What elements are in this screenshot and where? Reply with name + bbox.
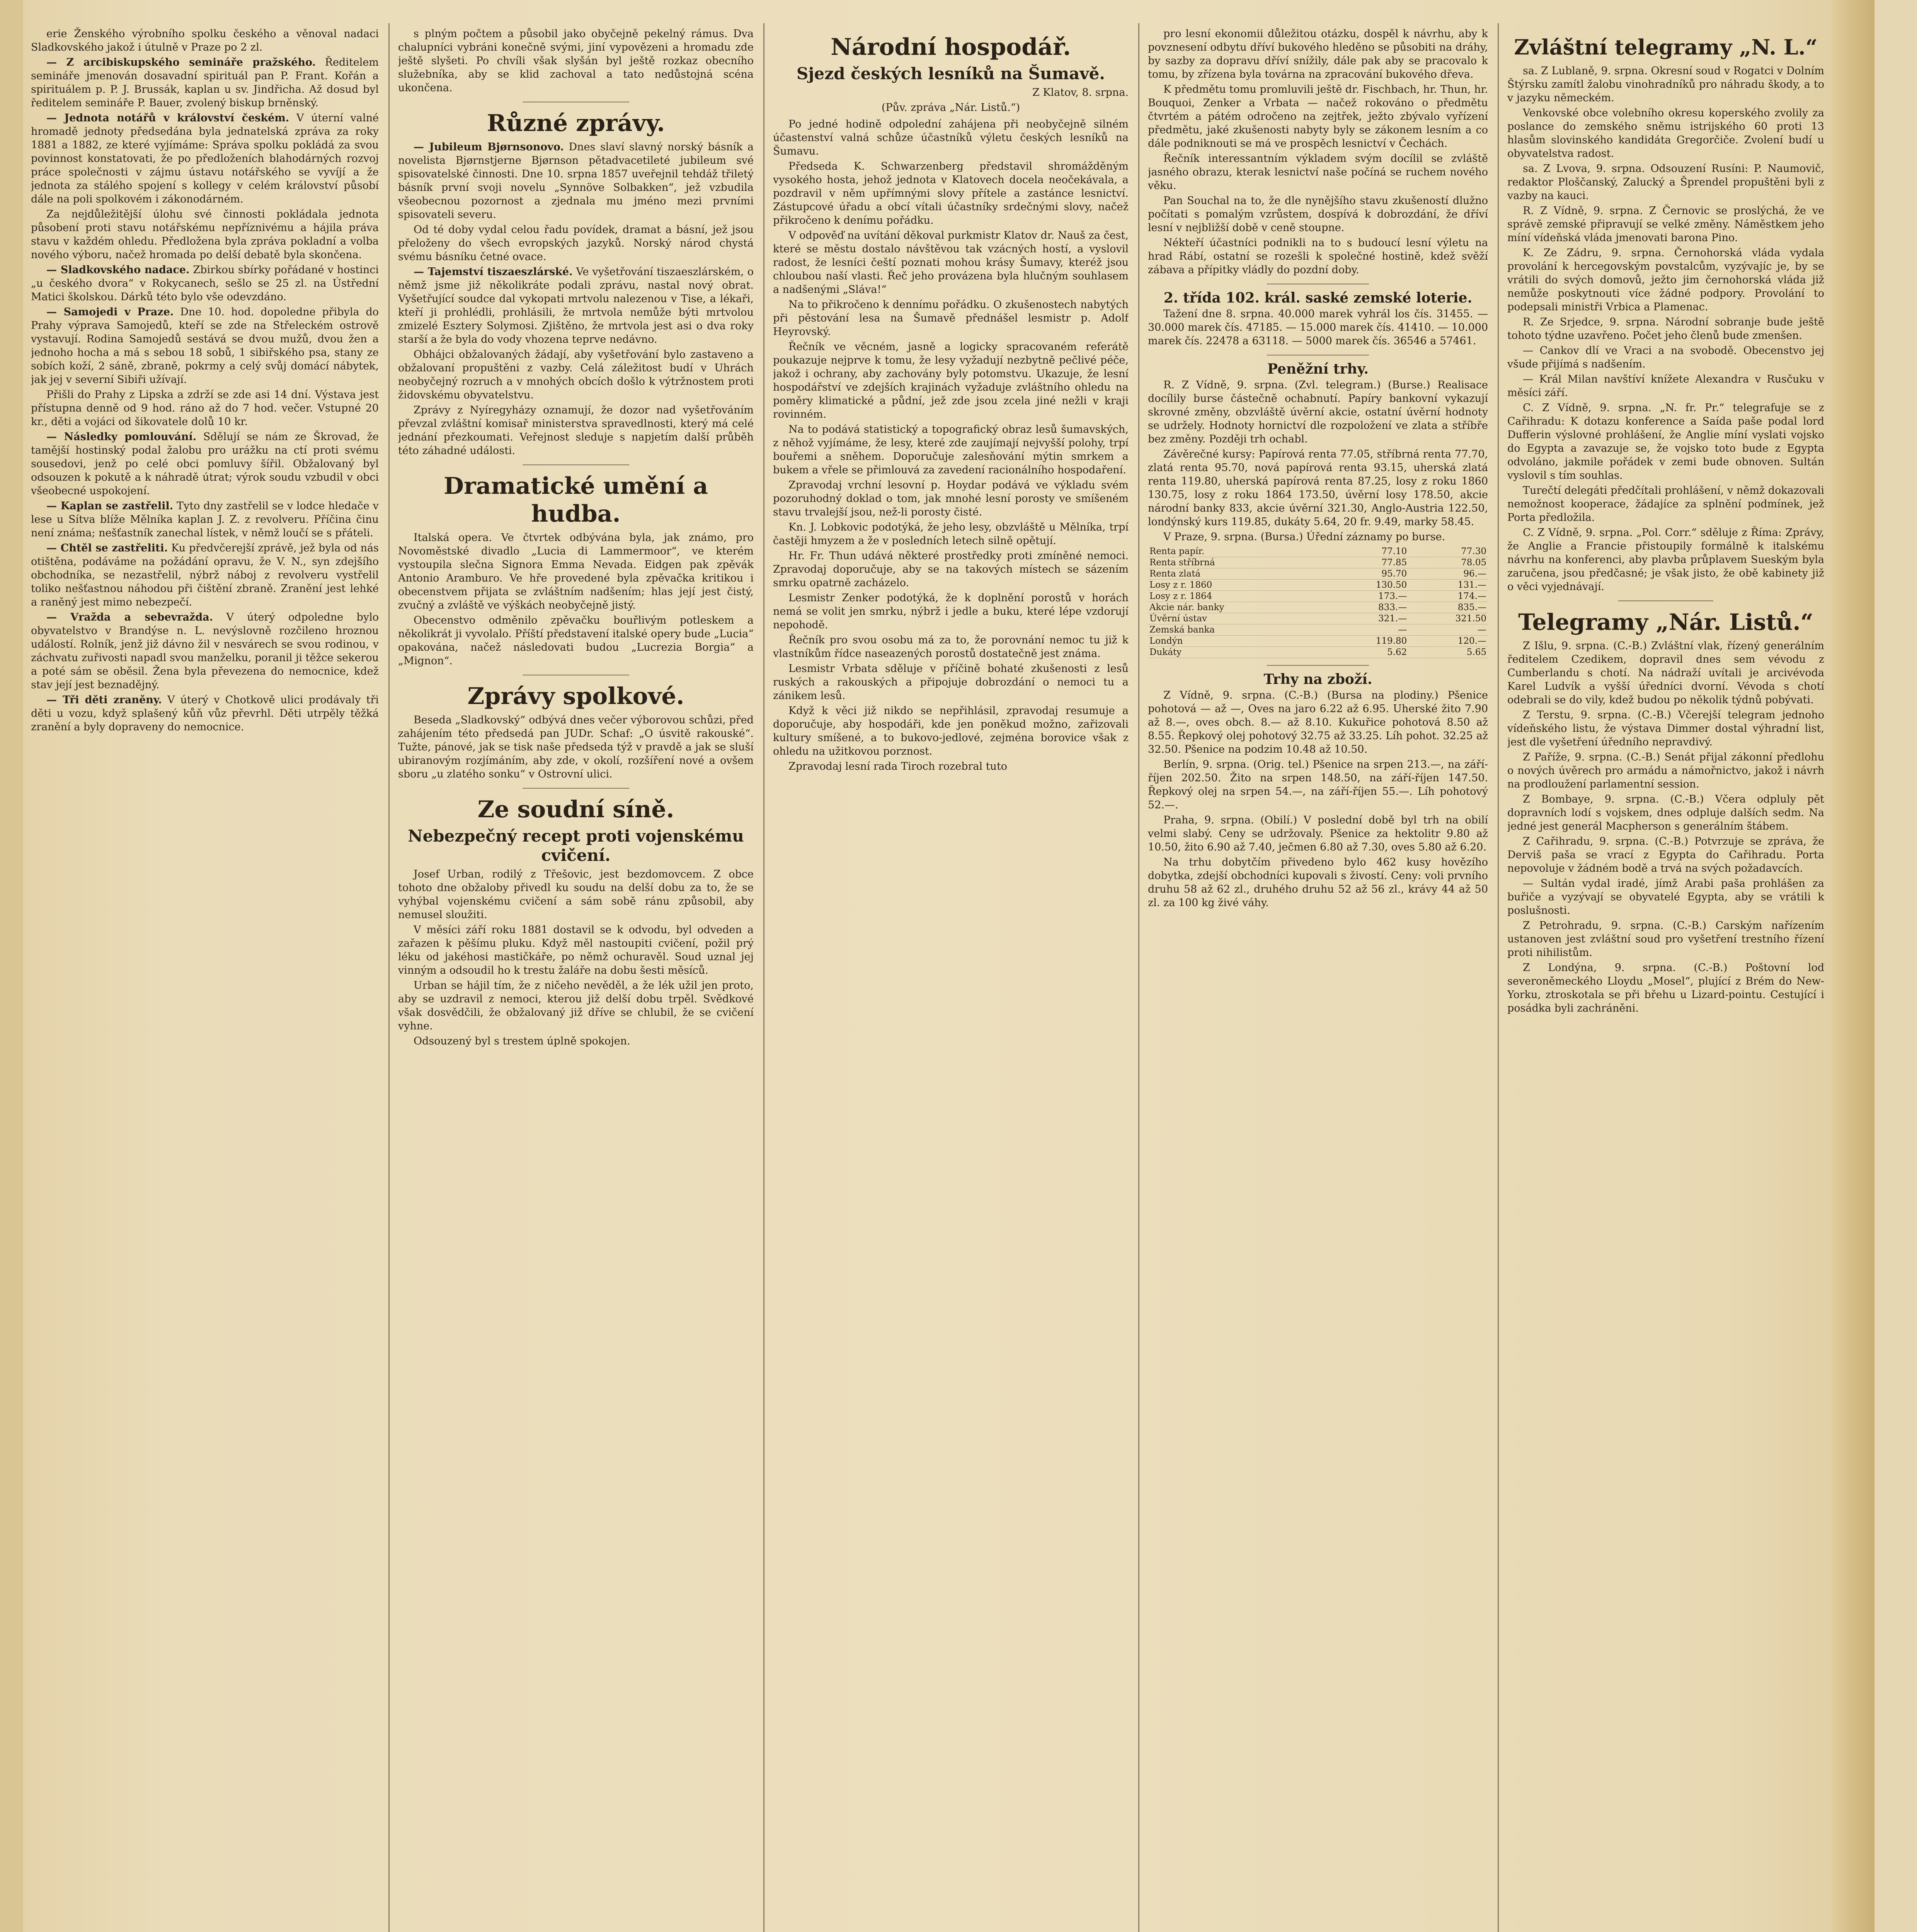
article-text: Za nejdůležitější úlohu své činnosti pokládala jednota působení proti stavu notářskému nepříznivému a hájila práva stavu v každém ohledu. Předložena byla zpráva pokladní a volba nového výboru, načež hromada po delší debatě byla skončena.: [31, 208, 379, 261]
telegram-text: Z Bombaye, 9. srpna. (C.-B.) Včera odpluly pět dopravních lodí s vojskem, dnes odpluje dalších sedm. Na jedné jest generál Macpherson s generálním štábem.: [1507, 793, 1824, 832]
column-rule: [763, 23, 764, 1932]
article-text: Zbirkou sbírky pořádané v hostinci „u českého dvora“ v Rokycanech, sešlo se 25 zl. na Ústřední Matici školskou. Dárků této bylo vše odevzdáno.: [31, 264, 379, 303]
section-heading-narodni-hospodar: Národní hospodář.: [831, 34, 1071, 61]
article-heading: — Kaplan se zastřelil.: [46, 500, 174, 512]
telegram-text: Z Išlu, 9. srpna. (C.-B.) Zvláštní vlak, řízený generálním ředitelem Czedikem, dopravil dnes sem vévodu z Cumberlandu s chotí. Na nádraží uvítali je arcivévoda Karel Ludvík a vyšší úředníci dvorní. Vévoda s chotí odebrali se do vily, kdež budou po několik týdnů pobývati.: [1507, 640, 1824, 706]
article-text: Pan Souchal na to, že dle nynějšího stavu zkušeností dlužno počítati s pomalým vzrůstem, dospívá k dobrozdání, že dříví lesní v nejbližší době v ceně stoupne.: [1148, 195, 1488, 234]
article-text: Na to podává statistický a topografický obraz lesů šumavských, z něhož vyjímáme, že lesy, které zde zaujímají nejvyšší polohy, trpí bouřemi a sněhem. Doporučuje zalesňování mýtin smrkem a bukem a vřele se přimlouvá za zavedení racionálního hospodaření.: [773, 423, 1129, 476]
article-text: Odsouzený byl s trestem úplně spokojen.: [414, 1035, 630, 1047]
prague-bourse-table: [1148, 546, 1488, 658]
byline: (Pův. zpráva „Nár. Listů.“): [881, 102, 1020, 114]
newspaper-page: [23, 0, 1874, 1932]
article-text: pro lesní ekonomii důležitou otázku, dospěl k návrhu, aby k povznesení odbytu dříví bukového hleděno se působiti na dráhy, by sazby za dopravu dříví snížily, dále pak aby se pracovalo k tomu, by zřízena byla továrna na zpracování bukového dřeva.: [1148, 28, 1488, 80]
table-cell: 5.62: [1329, 647, 1409, 658]
column-2: [398, 27, 754, 1932]
article-heading: — Z arcibiskupského semináře pražského.: [46, 56, 316, 68]
article-text: Od té doby vydal celou řadu povídek, dramat a básní, jež jsou přeloženy do všech evropských jazyků. Norský národ chystá svému básníku četné ovace.: [398, 224, 754, 263]
telegram-text: C. Z Vídně, 9. srpna. „N. fr. Pr.“ telegrafuje se z Cařihradu: K dotazu konference a Saída paše podal lord Dufferin výslovné prohlášení, že Anglie míní vyslati vojsko do Egypta a zavazuje se, že vojsko toto bude z Egypta odvoláno, jakmile pořádek v zemi bude obnoven. Sultán vyslovil s tím souhlas.: [1507, 402, 1824, 481]
article-text: Řečník pro svou osobu má za to, že porovnání nemoc tu již k vlastníkům řídce naseazených porostů dostatečně jest známa.: [773, 634, 1129, 660]
table-cell: Zemská banka: [1148, 624, 1329, 636]
table-cell: 77.10: [1329, 546, 1409, 557]
telegram-text: R. Z Vídně, 9. srpna. Z Černovic se proslýchá, že ve správě zemské připravují se velké změny. Náměstkem jeho míní vídeňská vláda jmenovati barona Pino.: [1507, 205, 1824, 244]
table-row: [1148, 602, 1488, 613]
table-cell: 5.65: [1408, 647, 1488, 658]
article-text: Zpravodaj lesní rada Tiroch rozebral tuto: [788, 760, 1008, 772]
table-row: [1148, 624, 1488, 636]
market-text: Závěrečné kursy: Papírová renta 77.05, stříbrná renta 77.70, zlatá renta 95.70, nová papírová renta 93.15, uherská zlatá renta 119.80, uherská papírová renta 87.25, losy z roku 1860 130.75, losy z roku 1864 173.50, úvěrní losy 178.50, akcie národní banky 833, akcie úvěrní 321.30, Anglo-Austria 122.50, londýnský kurs 119.85, dukáty 5.64, 20 fr. 9.49, marky 58.45.: [1148, 448, 1488, 528]
section-heading-dramaticke-umeni: Dramatické umění a hudba.: [443, 473, 708, 527]
telegram-text: Z Londýna, 9. srpna. (C.-B.) Poštovní loď severoněmeckého Lloydu „Mosel“, plující z Brém do New-Yorku, ztroskotala se při břehu u Lizard-pointu. Cestující i posádka byli zachráněni.: [1507, 962, 1824, 1014]
section-heading-ruzne-zpravy: Různé zprávy.: [487, 110, 665, 137]
article-text: V úterý v Chotkově ulici prodávaly tři děti u vozu, když splašený kůň vůz převrhl. Děti utrpěly těžká zranění a byly dopraveny do nemocnice.: [31, 694, 379, 733]
table-cell: Akcie nár. banky: [1148, 602, 1329, 613]
table-row: [1148, 580, 1488, 591]
table-cell: 77.85: [1329, 557, 1409, 568]
article-subheading: Sjezd českých lesníků na Šumavě.: [797, 64, 1105, 83]
article-text: Josef Urban, rodilý z Třešovic, jest bezdomovcem. Z obce tohoto dne obžaloby přivedl ku soudu na delší dobu za to, že se vyhýbal vojenskému cvičení a sám sobě ránu způsobil, aby nemusel sloužiti.: [398, 868, 754, 921]
article-text: s plným počtem a působil jako obyčejně pekelný rámus. Dva chalupníci vybráni konečně svými, jiní vypovězeni a hromadu zde ještě slyšeti. Po chvíli však slyšán byl ještě rozkaz obecního služebníka, aby se klid zachoval a tato nedůstojná scéna ukončena.: [398, 28, 754, 94]
article-text: Předseda K. Schwarzenberg představil shromážděným vysokého hosta, jehož jednota v Klatovech docela neočekávala, a pozdravil v něm upřímnými slovy přítele a zastánce lesnictví. Zástupcové úřadu a obcí vítali účastníky srdečnými slovy, načež přikročeno k denímu pořádku.: [773, 160, 1129, 226]
article-heading: — Samojedi v Praze.: [46, 306, 174, 318]
telegram-text: K. Ze Zádru, 9. srpna. Černohorská vláda vydala provolání k hercegovským povstalcům, vyzývajíc je, by se vrátili do svých domovů, ježto jim černohorská vláda již nemůže poskytnouti více žádné podpory. Provolání to podepsali ministři Vrbica a Plamenac.: [1507, 247, 1824, 313]
section-heading-zpravy-spolkove: Zprávy spolkové.: [467, 683, 684, 710]
table-cell: —: [1408, 624, 1488, 636]
article-heading: — Tajemství tiszaeszlárské.: [414, 266, 573, 278]
table-cell: 96.—: [1408, 568, 1488, 580]
table-cell: Úvěrní ústav: [1148, 613, 1329, 624]
article-text: Urban se hájil tím, že z ničeho nevěděl, a že lék užil jen proto, aby se uzdravil z nemoci, kterou již delší dobu trpěl. Svědkové však dosvědčili, že obžalovaný již dříve se chlubil, že se cvičení vyhne.: [398, 980, 754, 1032]
table-row: [1148, 591, 1488, 602]
article-heading: — Následky pomlouvání.: [46, 431, 197, 443]
article-text: Dnes slaví slavný norský básník a novelista Bjørnstjerne Bjørnson pětadvacetileté jubileum své spisovatelské činnosti. Dne 10. srpna 1857 uveřejnil tehdáž třiletý básník první svoji novelu „Synnöve Solbakken“, jež vzbudila všeobecnou pozornost a zjednala mu jméno mezi prvními spisovateli severu.: [398, 141, 754, 221]
telegram-text: — Sultán vydal iradé, jímž Arabi paša prohlášen za buřiče a vyzývají se obyvatelé Egypta, aby se vrátili k poslušnosti.: [1507, 878, 1824, 917]
telegram-text: Z Cařihradu, 9. srpna. (C.-B.) Potvrzuje se zpráva, že Derviš paša se vrací z Egypta do Cařihradu. Porta nepovoluje v žádném bodě a trvá na svých požadavcích.: [1507, 835, 1824, 874]
market-text: Praha, 9. srpna. (Obilí.) V poslední době byl trh na obilí velmi slabý. Ceny se udržovaly. Pšenice za hektolitr 9.80 až 10.50, žito 6.90 až 7.40, ječmen 6.80 až 7.30, oves 5.80 až 6.20.: [1148, 814, 1488, 853]
column-rule: [1498, 23, 1499, 1932]
table-cell: 120.—: [1408, 636, 1488, 647]
article-text: Řečník interessantním výkladem svým docílil se zvláště jasného obrazu, kterak lesnictví naše počíná se ruchem nového věku.: [1148, 153, 1488, 192]
article-text: Kn. J. Lobkovic podotýká, že jeho lesy, obzvláště u Mělníka, trpí častěji hmyzem a že v posledních letech silně opětují.: [773, 521, 1129, 547]
market-text: V Praze, 9. srpna. (Bursa.) Úřední záznamy po burse.: [1163, 531, 1445, 543]
table-row: [1148, 546, 1488, 557]
article-text: Lesmistr Vrbata sděluje v příčině bohaté zkušenosti z lesů ruských a rakouských a připojuje dobrozdání o nemoci tu a zánikem lesů.: [773, 663, 1129, 702]
telegram-text: Z Paříže, 9. srpna. (C.-B.) Senát přijal zákonní předlohu o nových úvěrech pro armádu a námořnictvo, jakož i návrh na prodloužení parlamentní session.: [1507, 751, 1824, 790]
telegram-text: Z Terstu, 9. srpna. (C.-B.) Včerejší telegram jednoho vídeňského listu, že výstava Dimmer dostal výhradní list, jest dle vyšetření úředního nepravdivý.: [1507, 709, 1824, 748]
telegram-text: — Cankov dlí ve Vraci a na svobodě. Obecenstvo jej všude přijímá s nadšením.: [1507, 345, 1824, 370]
article-text: V odpověď na uvítání děkoval purkmistr Klatov dr. Nauš za čest, které se městu dostalo návštěvou tak vzácných hostí, a vyslovil radost, že lesníci čeští poznati mohou krásy Šumavy, kteréž jsou chloubou naší vlasti. Řeč jeho provázena byla hlučným souhlasem a nadšenými „Sláva!“: [773, 230, 1129, 296]
article-text: V úterní valné hromadě jednoty předsedána byla jednatelská zpráva za roky 1881 a 1882, ze které vyjímáme: Správa spolku pokládá za svou povinnost konstatovati, že po předloženích blahodárných rozvoj práce společnosti v zájmu ústavu notářského se vyvíjí a že jednota za stálého spojení s kollegy v celém království působí dále na poli spolkovém i zákonodárném.: [31, 112, 379, 205]
table-row: [1148, 613, 1488, 624]
table-cell: Losy z r. 1860: [1148, 580, 1329, 591]
divider: [523, 788, 629, 789]
table-cell: 174.—: [1408, 591, 1488, 602]
article-subheading: Nebezpečný recept proti vojenskému cvičení.: [408, 827, 744, 865]
column-1: [31, 27, 379, 1932]
section-heading-telegramy-nar-listu: Telegramy „Nár. Listů.“: [1518, 609, 1813, 635]
article-text: Řečník ve věcném, jasně a logicky spracovaném referátě poukazuje nejprve k tomu, že lesy vyžadují nezbytně pečlivé péče, jakož i ochrany, aby zachovány byly potomstvu. Ukazuje, že lesní hospodářství ve zdejších krajinách vyžaduje zvláštního ohledu na poměry klimatické a půdní, jež zde jsou zcela jiné nežli v kraji rovinném.: [773, 341, 1129, 420]
telegram-text: Turečtí delegáti předčítali prohlášení, v němž dokazovali nemožnost kooperace, žádajíce za splnění podmínek, jež Porta předložila.: [1507, 485, 1824, 524]
article-text: Tyto dny zastřelil se v lodce hledače v lese u Sítva blíže Mělníka kaplan J. Z. z revolveru. Příčina činu není známa; nešťastník zanechal lístek, v němž loučí se s přáteli.: [31, 500, 379, 539]
table-cell: Dukáty: [1148, 647, 1329, 658]
article-text: V měsíci září roku 1881 dostavil se k odvodu, byl odveden a zařazen k pěšímu pluku. Když měl nastoupiti cvičení, požil prý léku od jakéhosi mastičkáře, po němž ochuravěl. Soud uznal jej vinným a odsoudil ho k trestu žaláře na dobu šesti měsíců.: [398, 924, 754, 976]
article-text: Přišli do Prahy z Lipska a zdrží se zde asi 14 dní. Výstava jest přístupna denně od 9 hod. ráno až do 7 hod. večer. Vstupné 20 kr., děti a vojáci od šikovatele dolů 10 kr.: [31, 389, 379, 428]
section-heading-trhy-na-zbozi: Trhy na zboží.: [1263, 671, 1372, 687]
article-text: Ku předvčerejší zprávě, jež byla od nás otištěna, podáváme na požádání opravu, že V. N., syn zdejšího obchodníka, se nezastřelil, nýbrž náboj z revolveru vystřelil toliko nešťastnou náhodou při čištění zbraně. Zranění jest lehké a raněný jest mimo nebezpečí.: [31, 542, 379, 608]
telegram-text: Venkovské obce volebního okresu koperského zvolily za poslance do zemského sněmu istrijského 60 proti 13 hlasům slovinského kandidáta Gregorčiče. Zvolení budí u obyvatelstva radost.: [1507, 107, 1824, 160]
section-heading-soudni-sin: Ze soudní síně.: [477, 796, 674, 823]
telegram-text: sa. Z Lublaně, 9. srpna. Okresní soud v Rogatci v Dolním Štýrsku zamítl žalobu vinohradníků pro náhradu škody, a to v jazyku německém.: [1507, 65, 1824, 104]
telegram-text: R. Ze Srjedce, 9. srpna. Národní sobranje bude ještě tohoto týdne uzavřeno. Počet jeho členů bude zmenšen.: [1507, 316, 1824, 342]
market-text: Berlín, 9. srpna. (Orig. tel.) Pšenice na srpen 213.—, na září-říjen 202.50. Žito na srpen 148.50, na září-říjen 147.50. Řepkový olej na srpen 54.—, na září-říjen 55.—. Líh pohotový 52.—.: [1148, 759, 1488, 811]
table-cell: 119.80: [1329, 636, 1409, 647]
table-row: [1148, 557, 1488, 568]
article-text: Na to přikročeno k dennímu pořádku. O zkušenostech nabytých při pěstování lesa na Šumavě přednášel lesmistr p. Adolf Heyrovský.: [773, 299, 1129, 338]
market-text: R. Z Vídně, 9. srpna. (Zvl. telegram.) (Burse.) Realisace docílily burse částečně ochabnutí. Papíry bankovní vykazují skrovné změny, obzvláště úvěrní akcie, ostatní úvěrní hodnoty se udržely. Hodnoty hornictví dle rozpoložení ve zlata a stříbře bez změny. Později trh ochabl.: [1148, 379, 1488, 445]
table-row: [1148, 568, 1488, 580]
article-heading: — Chtěl se zastřeliti.: [46, 542, 168, 554]
table-cell: —: [1329, 624, 1409, 636]
page-edge-left: [0, 0, 23, 1932]
article-text: V úterý odpoledne bylo obyvatelstvo v Brandýse n. L. nevýslovně rozčileno hroznou událostí. Rolník, jenž již dávno žil v nesvárech se svou rodinou, v záchvatu zuřivosti napadl svou manželku, poranil ji těžce sekerou a poté sám se oběsil. Žena byla převezena do nemocnice, kdež stav její jest beznadějný.: [31, 611, 379, 691]
column-5: [1507, 27, 1824, 1932]
telegram-text: sa. Z Lvova, 9. srpna. Odsouzení Rusíni: P. Naumovič, redaktor Ploščanský, Zalucký a Šprendel propuštěni byli z vazby na kauci.: [1507, 163, 1824, 202]
article-text: K předmětu tomu promluvili ještě dr. Fischbach, hr. Thun, hr. Bouquoi, Zenker a Vrbata — načež rokováno o předmětu čtvrtém a pátém odročeno na zejtřek, ježto zbývalo vyřízení předmětu, jaké zkušenosti nabyty byly se zákonem lesním a co dále podniknouti se má ve prospěch lesnictví v Čechách.: [1148, 83, 1488, 150]
table-cell: Renta zlatá: [1148, 568, 1329, 580]
column-rule: [1138, 23, 1139, 1932]
article-text: Nékteří účastníci podnikli na to s budoucí lesní výletu na hrad Rábí, ostatní se rozešli k společné hostině, kdež svěží zábava a přípitky vládly do pozdní doby.: [1148, 237, 1488, 276]
article-text: Obecenstvo odměnilo zpěvačku bouřlivým potleskem a několikrát ji vyvolalo. Příští představení italské opery bude „Lucia“ opakována, načež následovati budou „Lucrezia Borgia“ a „Mignon“.: [398, 614, 754, 667]
divider: [1618, 600, 1713, 601]
table-cell: 77.30: [1408, 546, 1488, 557]
table-cell: 78.05: [1408, 557, 1488, 568]
table-row: [1148, 636, 1488, 647]
article-heading: — Tři děti zraněny.: [46, 694, 162, 706]
dateline: Z Klatov, 8. srpna.: [1032, 87, 1129, 99]
telegram-text: — Král Milan navštíví knížete Alexandra v Rusčuku v měsíci září.: [1507, 373, 1824, 399]
section-heading-zvlastni-telegramy: Zvláštní telegramy „N. L.“: [1514, 35, 1818, 60]
column-3: [773, 27, 1129, 1932]
article-heading: — Sladkovského nadace.: [46, 264, 190, 276]
article-text: Ve vyšetřování tiszaeszlárském, o němž jsme již několikráte podali zprávu, nastal nový obrat. Vyšetřující soudce dal vykopati mrtvolu nalezenou v Tise, a lékaři, kteří ji prohlédli, prohlásili, že mrtvola nemůže býti mrtvolou zmizelé Esztery Solymosi. Zjištěno, že mrtvola jest asi o dva roky starší a že byla do vody vhozena teprve nedávno.: [398, 266, 754, 345]
telegram-text: Z Petrohradu, 9. srpna. (C.-B.) Carským nařízením ustanoven jest zvláštní soud pro vyšetření trestního řízení proti nihilistům.: [1507, 920, 1824, 959]
column-rule: [388, 23, 390, 1932]
table-row: [1148, 647, 1488, 658]
table-cell: 131.—: [1408, 580, 1488, 591]
table-cell: 833.—: [1329, 602, 1409, 613]
article-text: erie Ženského výrobního spolku českého a věnoval nadaci Sladkovského jakož i útulně v Praze po 2 zl.: [31, 28, 379, 53]
article-heading: — Jubileum Bjørnsonovo.: [414, 141, 564, 153]
telegram-text: C. Z Vídně, 9. srpna. „Pol. Corr.“ sděluje z Říma: Zprávy, že Anglie a Francie přistoupily formálně k italskému návrhu na konferenci, aby plavba průplavem Sueským byla zaručena, jsou předčasné; je však jisto, že obě kabinety již o věci vyjednávají.: [1507, 527, 1824, 593]
table-cell: Londýn: [1148, 636, 1329, 647]
table-cell: Renta papír.: [1148, 546, 1329, 557]
article-heading: — Jednota notářů v království českém.: [46, 112, 289, 124]
market-text: Z Vídně, 9. srpna. (C.-B.) (Bursa na plodiny.) Pšenice pohotová — až —, Oves na jaro 6.22 až 6.95. Uherské žito 7.90 až 8.—, oves obch. 8.— až 8.10. Kukuřice pohotová 8.50 až 8.55. Řepkový olej pohotový 32.75 až 33.25. Líh pohot. 32.25 až 32.50. Pšenice na podzim 10.48 až 10.50.: [1148, 689, 1488, 755]
divider: [523, 464, 629, 465]
article-text: Hr. Fr. Thun udává některé prostředky proti zmíněné nemoci. Zpravodaj doporučuje, aby se na takových místech se sázením smrku opatrně zacházelo.: [773, 550, 1129, 589]
article-text: Sdělují se nám ze Škrovad, že tamější hostinský podal žalobu pro urážku na ctí proti svému sousedovi, jenž po celé obci pomluvy šířil. Obžalovaný byl odsouzen k pokutě a k náhradě útrat; výrok soudu vzbudil v obci všeobecné uspokojení.: [31, 431, 379, 497]
article-heading: — Vražda a sebevražda.: [46, 611, 213, 623]
article-text: Lesmistr Zenker podotýká, že k doplnění porostů v horách nemá se volit jen smrku, nýbrž i jedle a buku, které lépe vzdorují nepohodě.: [773, 592, 1129, 631]
table-cell: 321.50: [1408, 613, 1488, 624]
lottery-heading: 2. třída 102. král. saské zemské loterie.: [1163, 290, 1473, 306]
article-text: Když k věci již nikdo se nepřihlásil, zpravodaj resumuje a doporučuje, aby hospodáři, kde jen poněkud možno, zařizovali kultury smíšené, a to bukovo-jedlové, zejména borovice však z ohledu na užitkovou porznost.: [773, 705, 1129, 757]
article-text: Po jedné hodině odpolední zahájena při neobyčejně silném účastenství valná schůze účastníků výletu českých lesníků na Šumavu.: [773, 118, 1129, 157]
lottery-text: Tažení dne 8. srpna. 40.000 marek vyhrál los čís. 31455. — 30.000 marek čís. 47185. — 15.000 marek čís. 41410. — 10.000 marek čís. 22478 a 63118. — 5000 marek čís. 36546 a 57461.: [1148, 308, 1488, 347]
section-heading-penezni-trhy: Peněžní trhy.: [1267, 361, 1369, 377]
table-cell: 835.—: [1408, 602, 1488, 613]
article-text: Italská opera. Ve čtvrtek odbývána byla, jak známo, pro Novoměstské divadlo „Lucia di Lammermoor“, ve kterém vystoupila slečna Signora Emma Nevada. Eidgen pak zpěvák Antonio Aramburo. Ve hře provedené byla zpěvačka kritikou i obecenstvem přijata se zvláštním nadšením; hlas její jest čistý, zvučný a zvláště ve výškách neobyčejně jistý.: [398, 532, 754, 611]
article-text: Dne 10. hod. dopoledne přibyla do Prahy výprava Samojedů, kteří se zde na Střeleckém ostrově vystavují. Rodina Samojedů sestává se dvou mužů, dvou žen a jednoho hocha a má s sebou 18 sobů, 1 sibiřského psa, stany ze sobích koží, 2 sáně, zbraně, pokrmy a celý svůj domácí nábytek, jak jej v severní Sibiři užívají.: [31, 306, 379, 386]
divider: [1267, 665, 1369, 666]
article-text: Zpravodaj vrchní lesovní p. Hoydar podává ve výkladu svém pozoruhodný doklad o tom, jak mnohé lesní porosty ve smíšeném stavu trvalejší jsou, než-li porosty čisté.: [773, 479, 1129, 518]
table-cell: Renta stříbrná: [1148, 557, 1329, 568]
table-cell: 95.70: [1329, 568, 1409, 580]
article-text: Obhájci obžalovaných žádají, aby vyšetřování bylo zastaveno a obžalovaní propuštěni z vazby. Celá záležitost budí v Uhrách neobyčejný rozruch a v mnohých obcích došlo k výtržnostem proti židovskému obyvatelstvu.: [398, 349, 754, 401]
article-text: Beseda „Sladkovský“ odbývá dnes večer výborovou schůzi, před zahájením této předsedá pan JUDr. Schaf: „O úsvitě rakouské“. Tužte, pánové, jak se tisk naše předseda týž v pravdě a jak se sluší ubiranovým rozjímáním, aby zde, v okolí, rozšíření nové a ovšem sboru „u zlatého sonku“ v Ostrovní ulici.: [398, 714, 754, 780]
table-cell: 321.—: [1329, 613, 1409, 624]
article-text: Zprávy z Nyíregyházy oznamují, že dozor nad vyšetřováním převzal zvláštní komisař ministerstva spravedlnosti, který má celé jednání přezkoumati. Veřejnost sleduje s napjetím další průběh této záhadné události.: [398, 404, 754, 457]
table-cell: Losy z r. 1864: [1148, 591, 1329, 602]
market-text: Na trhu dobytčím přivedeno bylo 462 kusy hovězího dobytka, zdejší obchodníci kupovali s živostí. Ceny: voli prvního druhu 58 až 62 zl., druhého druhu 52 až 56 zl., krávy 44 až 50 zl. za 100 kg živé váhy.: [1148, 856, 1488, 909]
article-text: Ředitelem semináře jmenován dosavadní spirituál pan P. Frant. Kořán a spirituálem p. P. J. Brussák, kaplan u sv. Jindřicha. Až dosud byl ředitelem semináře P. Bauer, zvolený biskup brněnský.: [31, 56, 379, 109]
table-cell: 173.—: [1329, 591, 1409, 602]
page-edge-right: [1832, 0, 1874, 1932]
column-4: [1148, 27, 1488, 1932]
table-cell: 130.50: [1329, 580, 1409, 591]
